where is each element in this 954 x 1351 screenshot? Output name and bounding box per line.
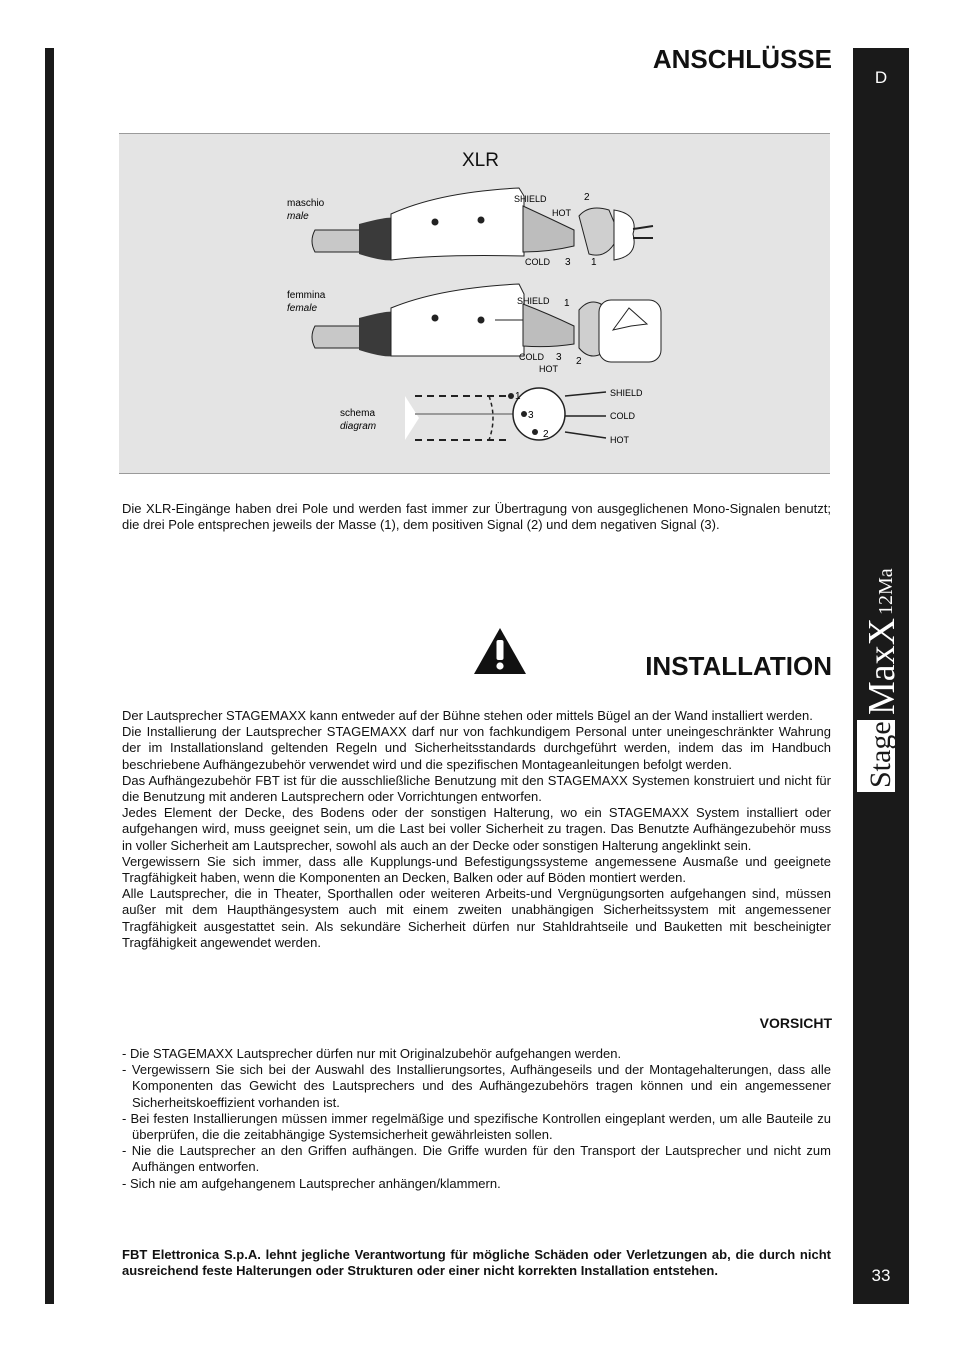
xlr-description: Die XLR-Eingänge haben drei Pole und werden fast immer zur Übertragung von ausgeglichenen Mono-Signalen benutzt; die drei Pole entsprechen jeweils der Masse (1), dem positiven Signal (2) und dem negativen Signal (3). (122, 501, 831, 533)
schema-shield-label: SHIELD (610, 388, 643, 398)
language-tab: D (874, 68, 888, 87)
male-hot-label: HOT (552, 208, 571, 218)
female-cold-label: COLD (519, 352, 545, 362)
xlr-figure (119, 133, 830, 474)
caution-title: VORSICHT (759, 1015, 832, 1031)
page-number: 33 (871, 1266, 891, 1285)
installation-paragraph: Alle Lautsprecher, die in Theater, Sporthallen oder weiteren Arbeits-und Vergnügungsorten aufgehangen sind, müssen außer mit dem Haupthängesystem auch mit einem zweiten unabhängigen Sicherheitssystem mit angemessener Tragfähigkeit ausgestattet sein. Als sekundäre Sicherheit dürfen nur Stahldrahtseile und Bauketten mit bescheinigter Tragfähigkeit angewendet werden. (122, 886, 831, 950)
installation-paragraph: Das Aufhängezubehör FBT ist für die ausschließliche Benutzung mit den STAGEMAXX Systemen konstruiert und nicht für die Benutzung mit anderen Lautsprechern oder Vorrichtungen entworfen. (122, 772, 831, 805)
caution-item: - Die STAGEMAXX Lautsprecher dürfen nur mit Originalzubehör aufgehangen werden. (122, 1046, 622, 1061)
caution-item: - Vergewissern Sie sich bei der Auswahl des Installierungsortes, Aufhängeseils und der Montagehalterungen, dass alle Komponenten das Gewicht des Lautsprechers und des Aufhängezubehörs tragen können und ein angemessener Sicherheitskoeffizient vorhanden ist. (122, 1062, 831, 1110)
female-label-en: female (287, 303, 318, 314)
figure-title: XLR (462, 150, 499, 171)
diagram-label-it: schema (340, 408, 376, 419)
schema-cold-label: COLD (610, 411, 636, 421)
male-connector (312, 188, 653, 260)
section-title-anschluesse: ANSCHLÜSSE (652, 44, 832, 74)
female-pin1-label: 1 (564, 298, 570, 309)
schema-pin1-label: 1 (515, 391, 521, 402)
svg-text:Stage: Stage (864, 721, 897, 788)
xlr-connector-drawing (119, 134, 830, 473)
svg-text:MaxX: MaxX (861, 617, 903, 715)
female-pin3-label: 3 (556, 352, 562, 363)
diagram-label-en: diagram (340, 421, 377, 432)
installation-paragraph: Vergewissern Sie sich immer, dass alle Kupplungs-und Befestigungssysteme angemessene Ausmaße und geeignete Tragfähigkeit haben, wenn die Komponenten an Decken, Balken oder auf Böden montiert werden. (122, 853, 831, 886)
male-pin2-label: 2 (584, 192, 590, 203)
warning-icon (472, 626, 528, 676)
schema-pin2-label: 2 (543, 429, 549, 440)
section-title-installation: INSTALLATION (645, 651, 832, 681)
female-connector (312, 284, 661, 362)
disclaimer-text: FBT Elettronica S.p.A. lehnt jegliche Verantwortung für mögliche Schäden oder Verletzungen ab, die durch nicht ausreichend feste Halterungen oder Strukturen oder einer nicht korrekten Installation entstehen. (122, 1247, 831, 1279)
male-pin1-label: 1 (591, 257, 597, 268)
caution-item: - Sich nie am aufgehangenem Lautsprecher anhängen/klammern. (122, 1175, 501, 1191)
male-label-en: male (287, 211, 309, 222)
caution-item: - Bei festen Installierungen müssen immer regelmäßige und spezifische Kontrollen eingeplant werden, um alle Bauteile zu überprüfen, die die zeitabhängige Systemsicherheit gewährleisten sollen. (122, 1110, 831, 1143)
caution-list (122, 1046, 831, 1192)
female-shield-label: SHIELD (517, 296, 550, 306)
male-cold-label: COLD (525, 257, 551, 267)
female-hot-label: HOT (539, 364, 558, 374)
left-margin-bar (45, 48, 54, 1304)
female-pin2-label: 2 (576, 356, 582, 367)
installation-paragraph: Die Installierung der Lautsprecher STAGEMAXX darf nur von fachkundigem Personal unter uneingeschränkter Wahrung der im Installationsland geltenden Regeln und Sicherheitsstandards durchgeführt werden, indem das im Handbuch beschriebene Aufhängezubehör verwendet wird und die spezifischen Montageanleitungen befolgt werden. (122, 724, 831, 772)
male-label-it: maschio (287, 198, 325, 209)
schema-hot-label: HOT (610, 435, 629, 445)
installation-text (122, 708, 831, 951)
schematic-diagram (405, 388, 606, 440)
male-shield-label: SHIELD (514, 194, 547, 204)
installation-paragraph: Der Lautsprecher STAGEMAXX kann entweder auf der Bühne stehen oder mittels Bügel an der Wand installiert werden. (122, 708, 813, 723)
svg-text:12Ma: 12Ma (875, 568, 897, 615)
installation-paragraph: Jedes Element der Decke, des Bodens oder der sonstigen Halterung, wo ein STAGEMAXX System installiert oder aufgehangen wird, muss geeignet sein, um die Last bei voller Sicherheit zu tragen. Das Benutzte Aufhängezubehör muss in voller Sicherheit am Lautsprecher, sowohl als auch an der Decke oder sonstigen Halterung angeklinkt sein. (122, 805, 831, 853)
male-pin3-label: 3 (565, 257, 571, 268)
schema-pin3-label: 3 (528, 410, 534, 421)
female-label-it: femmina (287, 290, 326, 301)
stage-maxx-logo-icon (852, 560, 910, 795)
caution-item: - Nie die Lautsprecher an den Griffen aufhängen. Die Griffe wurden für den Transport der Lautsprecher und nicht zum Aufhängen entworfen. (122, 1143, 831, 1175)
